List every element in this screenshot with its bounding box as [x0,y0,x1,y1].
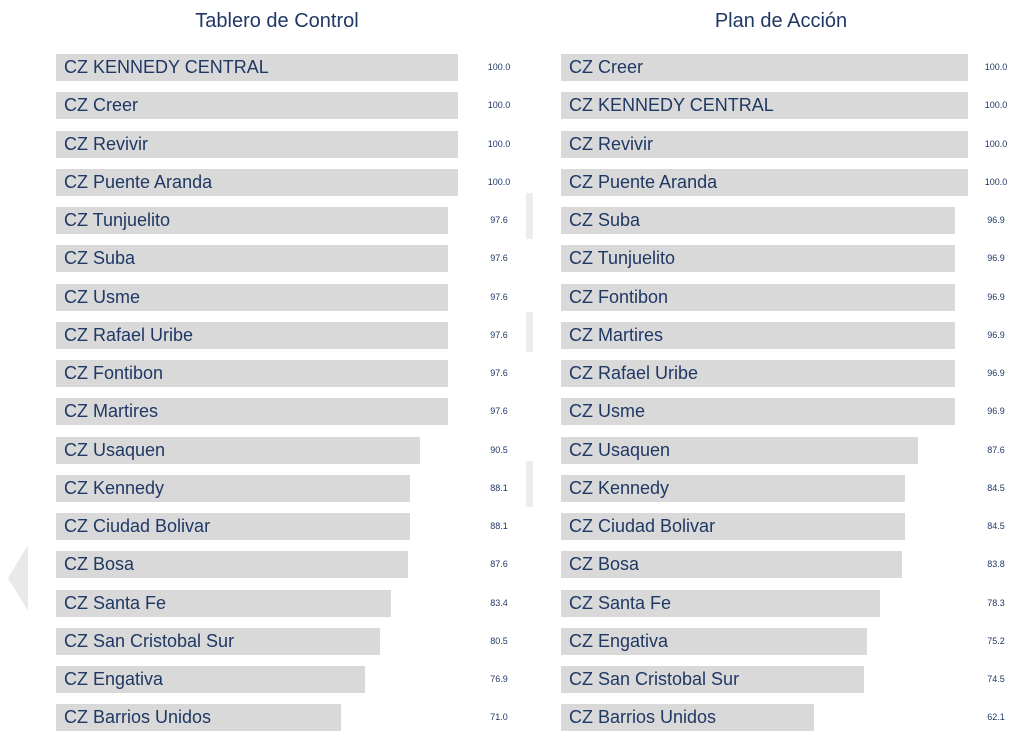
bar-row [561,628,1016,655]
bar-row [561,169,1016,196]
category-label: CZ Ciudad Bolivar [569,516,716,536]
category-label: CZ Tunjuelito [64,210,171,230]
bar-row [561,284,1016,311]
bar-row [56,513,520,540]
value-label: 100.0 [984,62,1008,72]
chart-title: Tablero de Control [195,10,359,32]
value-label: 97.6 [490,215,508,225]
value-label: 97.6 [490,329,508,340]
category-label: CZ Puente Aranda [64,171,213,192]
divider-tab-2 [526,312,533,352]
bar-row [56,207,520,234]
value-label: 100.0 [487,62,511,72]
category-label: CZ Creer [64,95,139,116]
category-label: CZ Bosa [569,554,640,575]
category-label: CZ Engativa [64,669,164,689]
value-label: 96.9 [987,329,1005,340]
category-label: CZ Martires [64,401,158,422]
bar-row [56,666,520,693]
bar-row [56,628,520,655]
bar-row [56,551,520,578]
bar-row [561,551,1016,578]
value-label: 76.9 [490,674,508,684]
category-label: CZ Santa Fe [64,592,167,613]
value-label: 100.0 [984,138,1008,149]
bar-row [561,360,1016,387]
bar-row [56,590,520,617]
value-label: 100.0 [984,176,1008,187]
bar-row [561,475,1016,502]
category-label: CZ Creer [569,57,644,77]
value-label: 100.0 [984,100,1008,111]
bar-row [56,169,520,196]
bar-row [561,245,1016,272]
bar-row [56,322,520,349]
bar-row [561,666,1016,693]
category-label: CZ Bosa [64,554,135,575]
category-label: CZ Kennedy [64,477,165,498]
value-label: 100.0 [487,100,511,111]
category-label: CZ Revivir [569,133,653,154]
category-label: CZ Santa Fe [569,592,672,613]
bar-row [56,360,520,387]
bar-row [561,207,1016,234]
category-label: CZ KENNEDY CENTRAL [569,95,774,116]
value-label: 96.9 [987,368,1005,378]
category-label: CZ San Cristobal Sur [64,630,235,651]
value-label: 84.5 [987,482,1005,493]
value-label: 100.0 [487,176,511,187]
value-label: 75.2 [987,635,1005,646]
value-label: 100.0 [487,138,511,149]
bar-row [56,54,520,81]
bar-row [56,704,520,731]
value-label: 87.6 [490,559,508,570]
value-label: 71.0 [490,712,508,723]
category-label: CZ KENNEDY CENTRAL [64,57,269,77]
value-label: 78.3 [987,597,1005,608]
bar-row [56,92,520,119]
chart-title: Plan de Acción [714,10,848,32]
category-label: CZ Usme [64,286,140,307]
value-label: 97.6 [490,368,508,378]
bar-row [56,437,520,464]
value-label: 97.6 [490,406,508,417]
bar-row [56,245,520,272]
category-label: CZ Rafael Uribe [64,324,194,345]
value-label: 96.9 [987,215,1005,225]
bar-row [561,322,1016,349]
value-label: 62.1 [987,712,1005,723]
bar-row [56,284,520,311]
value-label: 74.5 [987,674,1005,684]
value-label: 97.6 [490,291,508,302]
value-label: 88.1 [490,482,508,493]
category-label: CZ Puente Aranda [569,171,718,192]
category-label: CZ Barrios Unidos [64,707,212,728]
bar-row [561,513,1016,540]
bar-row [561,704,1016,731]
category-label: CZ San Cristobal Sur [569,669,740,689]
bar-row [561,590,1016,617]
bar-row [561,54,1016,81]
category-label: CZ Suba [569,210,641,230]
value-label: 90.5 [490,444,508,455]
value-label: 83.4 [490,597,508,608]
bar-row [561,398,1016,425]
bar-row [561,92,1016,119]
category-label: CZ Fontibon [569,286,669,307]
category-label: CZ Usaquen [64,439,166,460]
value-label: 80.5 [490,635,508,646]
divider-tab-3 [526,461,533,507]
category-label: CZ Ciudad Bolivar [64,516,211,536]
category-label: CZ Usme [569,401,645,422]
bar-row [561,131,1016,158]
category-label: CZ Martires [569,324,663,345]
value-label: 84.5 [987,521,1005,531]
value-label: 96.9 [987,291,1005,302]
category-label: CZ Tunjuelito [569,248,676,269]
bar-row [56,131,520,158]
divider-tab-1 [526,193,533,239]
category-label: CZ Kennedy [569,477,670,498]
value-label: 96.9 [987,406,1005,417]
category-label: CZ Usaquen [569,439,671,460]
bar-row [561,437,1016,464]
bar-row [56,398,520,425]
nav-arrow-left-icon[interactable] [8,545,28,611]
category-label: CZ Fontibon [64,363,164,383]
category-label: CZ Barrios Unidos [569,707,717,728]
category-label: CZ Engativa [569,630,669,651]
value-label: 87.6 [987,444,1005,455]
value-label: 97.6 [490,253,508,264]
category-label: CZ Rafael Uribe [569,363,699,383]
value-label: 88.1 [490,521,508,531]
category-label: CZ Revivir [64,133,148,154]
bar-row [56,475,520,502]
value-label: 83.8 [987,559,1005,570]
plan-de-accion-chart [561,0,1016,732]
category-label: CZ Suba [64,248,136,269]
tablero-de-control-chart [56,0,520,732]
value-label: 96.9 [987,253,1005,264]
